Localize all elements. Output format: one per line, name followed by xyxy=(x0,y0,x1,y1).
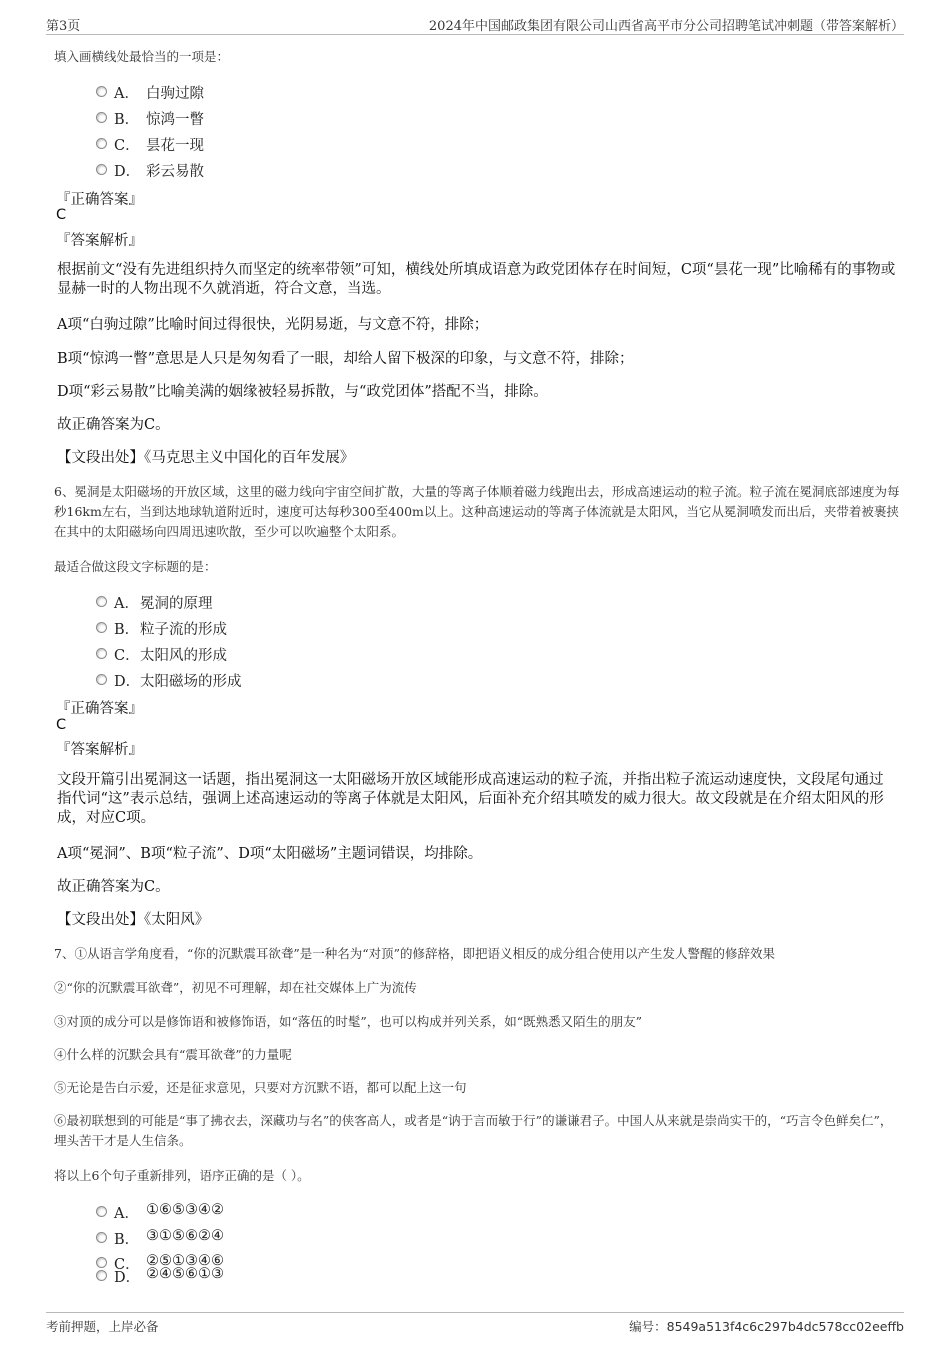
q7-sentence-6: ⑥最初联想到的可能是“事了拂衣去，深藏功与名”的侠客高人，或者是“讷于言而敏于行”的谦谦君子。中国人从来就是崇尚实干的，“巧言令色鲜矣仁”，埋头苦干才是人生信条。 xyxy=(54,1113,893,1148)
q5-prompt: 填入画横线处最恰当的一项是： xyxy=(54,49,230,64)
q5-answer: C xyxy=(56,207,67,223)
radio-icon[interactable] xyxy=(96,596,107,607)
radio-icon[interactable] xyxy=(96,674,107,685)
page-footer xyxy=(46,1312,904,1337)
radio-icon[interactable] xyxy=(96,648,107,659)
radio-icon[interactable] xyxy=(96,1270,107,1281)
q6-analysis-para-2: A项“冕洞”、B项“粒子流”、D项“太阳磁场”主题词错误，均排除。 xyxy=(57,846,483,862)
q7-prompt: 将以上6个句子重新排列，语序正确的是（ ）。 xyxy=(54,1168,310,1183)
q5-analysis-para-2: A项“白驹过隙”比喻时间过得很快，光阴易逝，与文意不符，排除； xyxy=(57,317,489,333)
q5-analysis-para-1: 根据前文“没有先进组织持久而坚定的统率带领”可知，横线处所填成语意为政党团体存在时间短，C项“昙花一现”比喻稀有的事物或显赫一时的人物出现不久就消逝，符合文意，当选。 xyxy=(57,262,896,297)
q7-sentence-1: 7、①从语言学角度看，“你的沉默震耳欲聋”是一种名为“对顶”的修辞格，即把语义相反的成分组合使用以产生发人警醒的修辞效果 xyxy=(54,946,776,961)
radio-icon[interactable] xyxy=(96,1206,107,1217)
page-header xyxy=(46,12,904,35)
document-code: 编号：8549a513f4c6c297b4dc578cc02eeffb xyxy=(629,1319,904,1334)
radio-icon[interactable] xyxy=(96,138,107,149)
q5-analysis-para-5: 故正确答案为C。 xyxy=(57,417,170,433)
q7-sentence-5: ⑤无论是告白示爱，还是征求意见，只要对方沉默不语，都可以配上这一句 xyxy=(54,1080,467,1095)
q6-passage: 6、冕洞是太阳磁场的开放区域，这里的磁力线向宇宙空间扩散，大量的等离子体顺着磁力线跑出去，形成高速运动的粒子流。粒子流在冕洞底部速度为每秒16km左右，当到达地球轨道附近时，速度可达每秒300至400m以上。这种高速运动的等离子体流就是太阳风，当它从冕洞喷发而出后，夹带着被裹挟在其中的太阳磁场向四周迅速吹散，至少可以吹遍整个太阳系。 xyxy=(54,484,900,539)
q6-prompt: 最适合做这段文字标题的是： xyxy=(54,559,217,574)
q5-analysis-para-4: D项“彩云易散”比喻美满的姻缘被轻易拆散，与“政党团体”搭配不当，排除。 xyxy=(57,384,548,400)
page-number: 第3页 xyxy=(46,19,81,34)
q5-source: 【文段出处】《马克思主义中国化的百年发展》 xyxy=(57,450,355,466)
radio-icon[interactable] xyxy=(96,622,107,633)
q5-analysis-label: 『答案解析』 xyxy=(56,233,143,249)
q5-analysis-para-3: B项“惊鸿一瞥”意思是人只是匆匆看了一眼，却给人留下极深的印象，与文意不符，排除； xyxy=(57,351,634,367)
document-title: 2024年中国邮政集团有限公司山西省高平市分公司招聘笔试冲刺题（带答案解析） xyxy=(428,19,904,34)
q6-answer-label: 『正确答案』 xyxy=(56,701,143,717)
radio-icon[interactable] xyxy=(96,1232,107,1243)
q6-source: 【文段出处】《太阳风》 xyxy=(57,912,210,928)
q7-sentence-4: ④什么样的沉默会具有“震耳欲聋”的力量呢 xyxy=(54,1047,292,1062)
q7-sentence-2: ②“你的沉默震耳欲聋”，初见不可理解，却在社交媒体上广为流传 xyxy=(54,980,417,995)
q6-analysis-label: 『答案解析』 xyxy=(56,742,143,758)
q5-answer-label: 『正确答案』 xyxy=(56,192,143,208)
radio-icon[interactable] xyxy=(96,164,107,175)
radio-icon[interactable] xyxy=(96,1257,107,1268)
footer-slogan: 考前押题，上岸必备 xyxy=(46,1319,159,1334)
radio-icon[interactable] xyxy=(96,86,107,97)
q6-analysis-para-3: 故正确答案为C。 xyxy=(57,879,170,895)
q6-answer: C xyxy=(56,717,67,733)
q7-sentence-3: ③对顶的成分可以是修饰语和被修饰语，如“落伍的时髦”，也可以构成并列关系，如“既熟悉又陌生的朋友” xyxy=(54,1014,643,1029)
radio-icon[interactable] xyxy=(96,112,107,123)
q6-analysis-para-1: 文段开篇引出冕洞这一话题，指出冕洞这一太阳磁场开放区域能形成高速运动的粒子流，并指出粒子流运动速度快，文段尾句通过指代词“这”表示总结，强调上述高速运动的等离子体就是太阳风，后面补充介绍其喷发的威力很大。故文段就是在介绍太阳风的形成，对应C项。 xyxy=(57,772,884,826)
